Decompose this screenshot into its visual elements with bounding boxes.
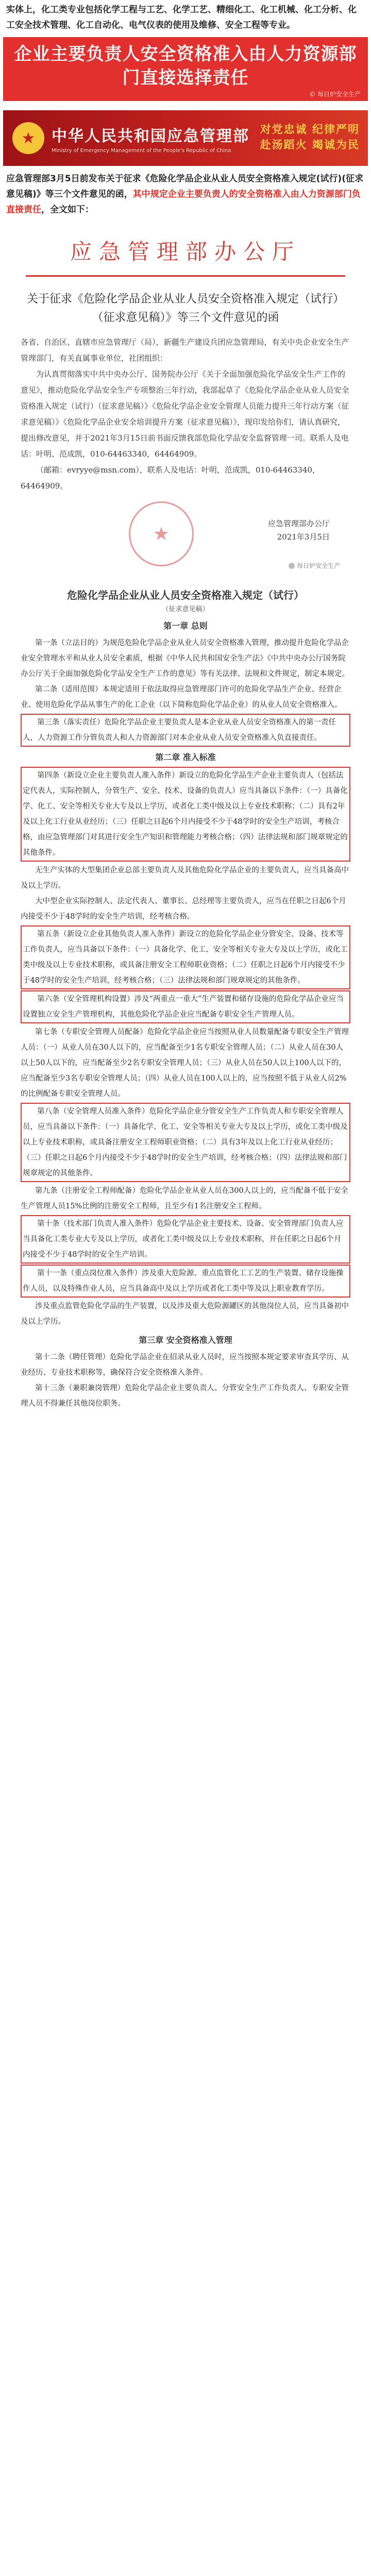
national-emblem-icon: ★ — [12, 122, 44, 154]
letter-paragraph: 各省、自治区、直辖市应急管理厅（局），新疆生产建设兵团应急管理局，有关中央企业安全生产管理部门，有关直属事业单位，社团组织： — [21, 338, 349, 363]
article-highlighted: 第六条（安全管理机构设置）涉及“两重点一重大”生产装置和储存设施的危险化学品企业应当设置独立安全生产管理机构，其他危险化学品企业应当配备专职安全生产管理人员。 — [21, 990, 350, 1023]
article-highlighted: 第三条（落实责任）危险化学品企业主要负责人是本企业从业人员安全资格准入的第一责任人，人力资源工作分管负责人和人力资源部门对本企业从业人员安全资格准入负直接责任。 — [21, 714, 350, 747]
red-divider — [26, 275, 345, 277]
slogan-line: 对党忠诚 纪律严明 — [260, 123, 360, 136]
regulation-title: 危险化学品企业从业人员安全资格准入规定（试行） — [67, 589, 304, 601]
ministry-slogan — [260, 122, 360, 153]
regulation-scan — [5, 587, 366, 1411]
chapter-heading: 第二章 准入标准 — [155, 752, 216, 762]
article: 第九条（注册安全工程师配备）危险化学品企业从业人员在300人以上的，应当配备不低于安全生产管理人员15%比例的注册安全工程师，且至少有1名注册安全工程师。 — [21, 1187, 348, 1210]
watermark-label: 每日炉安全生产 — [289, 561, 340, 570]
lead-part: ，全文如下： — [41, 205, 94, 215]
article: 无生产实体的大型集团企业总部主要负责人及其他危险化学品企业的主要负责人，应当具备高中及以上学历。 — [21, 866, 349, 890]
article: 涉及重点监管危险化学品的生产装置，以及涉及重大危险源罐区的其他岗位人员，应当具备初中及以上学历。 — [21, 1302, 349, 1326]
lead-part: 应急管理部3月5日前发布关于征求《危险化学品企业从业人员安全资格准入规定(试行)(征求意见稿)》等三个文件意见的函， — [6, 174, 363, 199]
lead-paragraph — [0, 166, 371, 221]
official-seal-icon: ★ — [129, 501, 194, 566]
letter-paragraph: 为认真贯彻落实中共中央办公厅、国务院办公厅《关于全面加强危险化学品安全生产工作的意见》，推动危险化学品安全生产专项整治三年行动，我部起草了《危险化学品企业从业人员安全资格准入规定（试行）（征求意见稿）》《危险化学品企业安全管理人员能力提升三年行动方案（征求意见稿）》《危险化学品企业安全培训提升方案（征求意见稿）》，现印发给你们，请认真研究，提出修改意见，并于2021年3月15日前书面反馈我部危险化学品安全监督管理一司。联系人及电话：叶明、范成凯，010-64463340，64464909。 — [21, 369, 349, 459]
article-highlighted: 第十条（技术部门负责人准入条件）危险化学品企业主要技术、设备、安全管理部门负责人应当具备化工类专业大专及以上学历，或者化工类中级及以上专业技术职称，并在任职之日起6个月内接受不少于48学时的安全生产培训。 — [21, 1215, 350, 1264]
banner-title: 企业主要负责人安全资格准入由人力资源部门直接选择责任 — [14, 44, 357, 88]
article: 第一条（立法目的）为规范危险化学品企业从业人员安全资格准入管理，推动提升危险化学品企业安全管理水平和从业人员安全素质，根据《中华人民共和国安全生产法》《中共中央办公厅国务院办公厅关于全面加强危险化学品安全生产工作的意见》等有关法律、法规和文件规定，制定本规定。 — [21, 639, 349, 678]
article: 第七条（专职安全管理人员配备）危险化学品企业应当按照从业人员数量配备专职安全生产管理人员：（一）从业人员在30人以下的，应当配备至少1名专职安全管理人员；（二）从业人员在30人以上50人以下的，应当配备至少2名专职安全管理人员；（三）从业人员在50人以上100人以下的，应当配备至少3名专职安全管理人员；（四）从业人员在100人以上的，应当按照不低于从业人员2%的比例配备专职安全管理人员。 — [21, 1028, 349, 1098]
ministry-name: 中华人民共和国应急管理部 — [52, 127, 249, 145]
article: 第十二条（聘任管理）危险化学品企业在招录从业人员时，应当按照本规定要求审查其学历、从业经历、专业技术职称等，确保符合安全资格准入条件。 — [21, 1353, 349, 1377]
slogan-line: 赴汤蹈火 竭诚为民 — [260, 139, 360, 151]
article: 第十三条（兼职兼岗管理）危险化学品企业主要负责人、分管安全生产工作负责人、专职安全管理人员不得兼任其他岗位职务。 — [21, 1384, 349, 1408]
banner-source: © 每日炉安全生产 — [309, 91, 361, 98]
letter-title: 关于征求《危险化学品企业从业人员安全资格准入规定（试行）（征求意见稿）》等三个文件意见的函 — [26, 293, 344, 324]
letter-signer: 应急管理部办公厅 — [267, 519, 330, 528]
article-highlighted: 第五条（新设立企业其他负责人准入条件）新设立的危险化学品企业分管安全、设备、技术等工作负责人，应当具备以下条件：（一）具备化学、化工、安全等相关专业大专及以上学历，或化工类中级及以上专业技术职称，或具备注册安全工程师职业资格；（二）任职之日起6个月内接受不少于48学时的安全生产培训，经考核合格；（三）法律法规和部门规章规定的其他条件。 — [21, 925, 350, 989]
letter-scan — [5, 235, 366, 577]
article-highlighted: 第十一条（重点岗位准入条件）涉及重大危险源、重点监管化工工艺的生产装置、储存设施操作人员，以及特殊作业人员，应当具备高中及以上学历或者化工类中等及以上职业教育学历。 — [21, 1265, 350, 1298]
chapter-heading: 第三章 安全资格准入管理 — [139, 1335, 232, 1345]
chapter-heading: 第一章 总则 — [163, 621, 208, 631]
letter-office-header: 应急管理部办公厅 — [70, 239, 301, 264]
article-highlighted: 第四条（新设立企业主要负责人准入条件）新设立的危险化学品生产企业主要负责人（包括法定代表人，实际控制人，分管生产、安全、技术、设备的负责人）应当具备以下条件：（一）具备化学、化工、安全等相关专业大专及以上学历，或者化工类中级及以上专业技术职称；（二）具有2年及以上化工行业从业经历；（三）任职之日起6个月内接受不少于48学时的安全生产培训，考核合格，由应急管理部门对其进行安全生产知识和管理能力考核合格；（四）法律法规和部门规章规定的其他条件。 — [21, 767, 350, 862]
ministry-name-en: Ministry of Emergency Management of the People's Republic of China — [52, 147, 231, 154]
letter-date: 2021年3月5日 — [277, 532, 330, 542]
lead-highlight: 其中规定企业主要负责人的安全资格准入由人力资源部门负直接责任 — [6, 189, 361, 215]
regulation-subtitle: （征求意见稿） — [162, 605, 209, 613]
signature-block — [21, 499, 350, 577]
article: 第二条（适用范围）本规定适用于依法取得应急管理部门许可的危险化学品生产企业、经营企业、使用危险化学品从事生产的化工企业（以下简称危险化学品企业）的从业人员安全资格准入。 — [21, 685, 342, 709]
article-highlighted: 第八条（安全管理人员准入条件）危险化学品企业分管安全生产工作负责人和专职安全管理人员，应当具备以下条件：（一）具备化学、化工、安全等相关专业大专及以上学历，或化工类中级及以上专业技术职称，或具备注册安全工程师职业资格；（二）具有3年及以上化工行业从业经历；（三）任职之日起6个月内接受不少于48学时的安全生产培训，经考核合格；（四）法律法规和部门规章规定的其他条件。 — [21, 1103, 350, 1182]
intro-text: 实体上，化工类专业包括化学工程与工艺、化学工艺、精细化工、化工机械、化工分析、化工安全技术管理、化工自动化、电气仪表的使用及维修、安全工程等专业。 — [6, 5, 357, 30]
headline-banner — [3, 37, 368, 101]
letter-paragraph: （邮箱：evryye@msn.com），联系人及电话：叶明，范成凯，010-64463340，64464909。 — [21, 465, 320, 491]
ministry-header — [3, 110, 368, 166]
article: 大中型企业实际控制人、法定代表人、董事长、总经理等主要负责人，应当在任职之日起6个月内接受不少于48学时的安全生产培训，经考核合格。 — [21, 897, 346, 921]
